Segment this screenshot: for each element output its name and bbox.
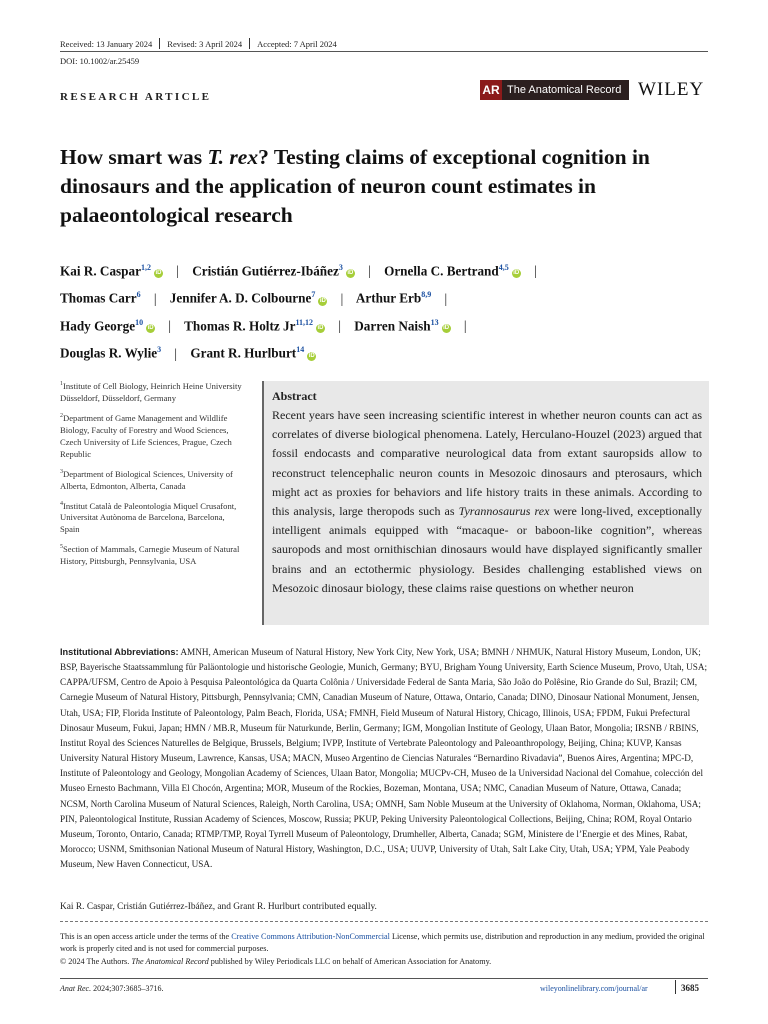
license-text: License, which permits use, distribution and reproduction in any medium, provided the original work is properly cited and is not used for commercial purposes. — [60, 932, 705, 954]
orcid-icon[interactable]: iD — [317, 325, 324, 332]
citation-text: 2024;307:3685–3716. — [91, 984, 164, 993]
author-name[interactable]: Cristián Gutiérrez-Ibáñez — [192, 263, 339, 279]
journal-abbrev: Anat Rec. — [60, 984, 92, 993]
abstract-heading: Abstract — [272, 389, 317, 403]
abstract-italic: Tyrannosaurus rex — [458, 504, 550, 519]
journal-logo-mark: AR — [480, 80, 502, 100]
author-separator: | — [174, 345, 178, 361]
article-type: RESEARCH ARTICLE — [60, 91, 212, 103]
affiliation-number: 3 — [60, 468, 63, 475]
orcid-icon[interactable]: iD — [443, 325, 450, 332]
footer-rule — [60, 978, 708, 979]
doi[interactable]: DOI: 10.1002/ar.25459 — [60, 56, 140, 66]
institutional-label: Institutional Abbreviations: — [60, 647, 179, 657]
author-affiliation-ref: 10 — [135, 317, 144, 327]
author-name[interactable]: Ornella C. Bertrand — [384, 263, 499, 279]
journal-url[interactable]: wileyonlinelibrary.com/journal/ar — [540, 984, 648, 993]
article-title — [60, 143, 710, 230]
author-affiliation-ref: 8,9 — [421, 290, 432, 300]
abstract-text-part: Recent years have seen increasing scientific interest in whether neuron counts can act as correlates of diverse biological phenomena. Lately, Herculano-Houzel (2023) argued that fossil endocasts and comparative neurological data from extant sauropsids allow to reconstruct telencephalic neuron counts in Mesozoic dinosaurs and pterosaurs, which might act as proxies for behaviors and life history traits in these animals. According to this analysis, large theropods such as — [272, 408, 702, 519]
contribution-note: Kai R. Caspar, Cristián Gutiérrez-Ibáñez, and Grant R. Hurlburt contributed equally. — [60, 902, 377, 912]
author-name[interactable]: Darren Naish — [354, 318, 431, 334]
author-separator: | — [168, 318, 172, 334]
journal-logo[interactable] — [480, 80, 629, 100]
affiliation-number: 2 — [60, 412, 63, 419]
author-affiliation-ref: 11,12 — [295, 317, 314, 327]
affiliation — [60, 541, 246, 567]
author-affiliation-ref: 3 — [338, 263, 343, 272]
author-list — [60, 256, 710, 366]
copyright-text: © 2024 The Authors. — [60, 956, 132, 966]
author-name[interactable]: Thomas Carr — [60, 290, 137, 306]
institutional-abbreviations — [60, 645, 708, 872]
copyright-journal: The Anatomical Record — [131, 956, 209, 966]
orcid-icon[interactable]: iD — [347, 270, 354, 277]
author-name[interactable]: Grant R. Hurlburt — [190, 345, 297, 361]
affiliation-text: Department of Biological Sciences, University of Alberta, Edmonton, Alberta, Canada — [60, 468, 233, 491]
affiliation-text: Section of Mammals, Carnegie Museum of Natural History, Pittsburgh, Pennsylvania, USA — [60, 544, 240, 567]
author-name[interactable]: Arthur Erb — [355, 290, 422, 306]
title-text: How smart was — [60, 145, 208, 169]
author-affiliation-ref: 6 — [136, 290, 141, 300]
author-name[interactable]: Douglas R. Wylie — [60, 345, 158, 361]
affiliation — [60, 378, 246, 404]
affiliation-text: Department of Game Management and Wildlife Biology, Faculty of Forestry and Wood Sciences, Czech University of Life Sciences, Prague, Czech Republic — [60, 412, 232, 459]
article-dates — [60, 38, 344, 49]
author-name[interactable]: Thomas R. Holtz Jr — [184, 318, 296, 334]
accepted-date: Accepted: 7 April 2024 — [257, 38, 337, 49]
abstract-rule — [262, 381, 264, 625]
author-separator: | — [534, 263, 537, 279]
revised-date: Revised: 3 April 2024 — [167, 38, 243, 49]
author-separator: | — [338, 318, 341, 334]
affiliation — [60, 410, 246, 460]
affiliation-text: Institute of Cell Biology, Heinrich Heine University Düsseldorf, Düsseldorf, Germany — [60, 380, 242, 403]
license-text: This is an open access article under the terms of the — [60, 932, 232, 941]
license-link[interactable]: Creative Commons Attribution-NonCommercial — [231, 932, 390, 941]
orcid-icon[interactable]: iD — [147, 325, 154, 332]
affiliation — [60, 466, 246, 492]
affiliation-number: 4 — [60, 500, 63, 507]
copyright-text: published by Wiley Periodicals LLC on behalf of American Association for Anatomy. — [208, 956, 492, 966]
abstract-text — [272, 406, 702, 598]
author-separator: | — [444, 290, 448, 306]
author-affiliation-ref: 1,2 — [140, 263, 151, 272]
author-name[interactable]: Kai R. Caspar — [60, 263, 141, 279]
affiliation — [60, 498, 246, 536]
author-separator: | — [340, 290, 344, 306]
license-note — [60, 931, 708, 968]
affiliation-text: Institut Català de Paleontologia Miquel Crusafont, Universitat Autònoma de Barcelona, Barcelona, Spain — [60, 500, 237, 535]
citation — [60, 984, 164, 993]
author-separator: | — [368, 263, 371, 279]
author-affiliation-ref: 3 — [157, 345, 162, 355]
abstract-box — [262, 381, 709, 625]
author-affiliation-ref: 7 — [311, 290, 316, 300]
header-rule — [60, 51, 708, 52]
title-italic: T. rex — [207, 145, 259, 169]
author-name[interactable]: Jennifer A. D. Colbourne — [169, 290, 312, 306]
author-affiliation-ref: 13 — [430, 317, 439, 327]
author-separator: | — [463, 318, 467, 334]
received-date: Received: 13 January 2024 — [60, 38, 153, 49]
author-separator: | — [153, 290, 157, 306]
orcid-icon[interactable]: iD — [308, 352, 315, 359]
author-separator: | — [176, 263, 179, 279]
affiliation-number: 1 — [60, 381, 63, 387]
author-name[interactable]: Hady George — [60, 318, 136, 334]
affiliations — [60, 378, 246, 573]
title-text: ? Testing claims of exceptional cognition in dinosaurs and the application of neuron count estimates in palaeontological research — [60, 145, 650, 227]
publisher-logo[interactable]: WILEY — [638, 79, 705, 100]
affiliation-number: 5 — [60, 544, 63, 551]
orcid-icon[interactable]: iD — [513, 270, 520, 277]
author-affiliation-ref: 14 — [296, 345, 305, 355]
abstract-text-part: were long-lived, exceptionally intelligent animals equipped with “macaque- or baboon-like cognition”, whereas sauropods and most ornithischian dinosaurs would have displayed significantly smaller brains and an ectothermic physiology. Besides challenging established views on Mesozoic dinosaur biology, these claims raise questions on whether neuron — [272, 504, 702, 595]
footer-divider — [675, 980, 676, 994]
journal-logo-name: The Anatomical Record — [507, 84, 622, 96]
orcid-icon[interactable]: iD — [155, 270, 162, 277]
orcid-icon[interactable]: iD — [319, 297, 326, 304]
institutional-text: AMNH, American Museum of Natural History, New York City, New York, USA; BMNH / NHMUK, Natural History Museum, London, UK; BSP, Bayerische Staatssammlung für Paläontologie und historische Geologie, Munich, Germany; BYU, Brigham Young University, Earth Science Museum, Provo, Utah, USA; CAPPA/UFSM, Centro de Apoio à Pesquisa Paleontológica da Quarta Colônia / Universidade Federal de Santa Maria, São João do Polêsine, Rio Grande do Sul, Brazil; CM, Carnegie Museum of Natural History, Pittsburgh, Pennsylvania; CMN, Canadian Museum of Nature, Ottawa, Ontario, Canada; DINO, Dinosaur National Monument, Jensen, Utah, USA; FIP, Florida Institute of Paleontology, Palm Beach, Florida, USA; FMNH, Field Museum of Natural History, Chicago, Illinois, USA; FPDM, Fukui Prefectural Dinosaur Museum, Fukui, Japan; HMN / MB.R, Museum für Naturkunde, Berlin, Germany; IGM, Mongolian Institute of Geology, Ulaan Bator, Mongolia; IRSNB / RBINS, Institut Royal des Sciences Naturelles de Belgique, Brussels, Belgium; IVPP, Institute of Vertebrate Paleontology and Paleoanthropology, Beijing, China; KUVP, Kansas University Natural History Museum, Lawrence, Kansas, USA; MACN, Museo Argentino de Ciencias Naturales “Bernardino Rivadavia”, Buenos Aires, Argentina; MPC-D, Institute of Paleontology and Geology, Mongolian Academy of Sciences, Ulaan Bator, Mongolia; MUCPv-CH, Museo de la Universidad Nacional del Comahue, colección del Museo Ernesto Bachmann, Villa El Chocón, Argentina; MOR, Museum of the Rockies, Bozeman, Montana, USA; NMC, Canadian Museum of Nature, Ottawa, Canada; NCSM, North Carolina Museum of Natural Sciences, Raleigh, North Carolina, USA; OMNH, Sam Noble Museum at the University of Oklahoma, Norman, Oklahoma, USA; PIN, Paleontological Institute, Russian Academy of Sciences, Moscow, Russia; PKUP, Peking University Paleontological Collections, Beijing, China; ROM, Royal Ontario Museum, Toronto, Ontario, Canada; RTMP/TMP, Royal Tyrrell Museum of Paleontology, Drumheller, Alberta, Canada; SGM, Ministere de l’Energie et des Mines, Rabat, Morocco; USNM, Smithsonian National Museum of Natural History, Washington, D.C., USA; UUVP, University of Utah, Salt Lake City, Utah, USA; YPM, Yale Peabody Museum, New Haven Connecticut, USA. — [60, 647, 708, 870]
page-number: 3685 — [681, 983, 699, 993]
author-affiliation-ref: 4,5 — [498, 263, 509, 272]
footnote-divider — [60, 921, 708, 922]
